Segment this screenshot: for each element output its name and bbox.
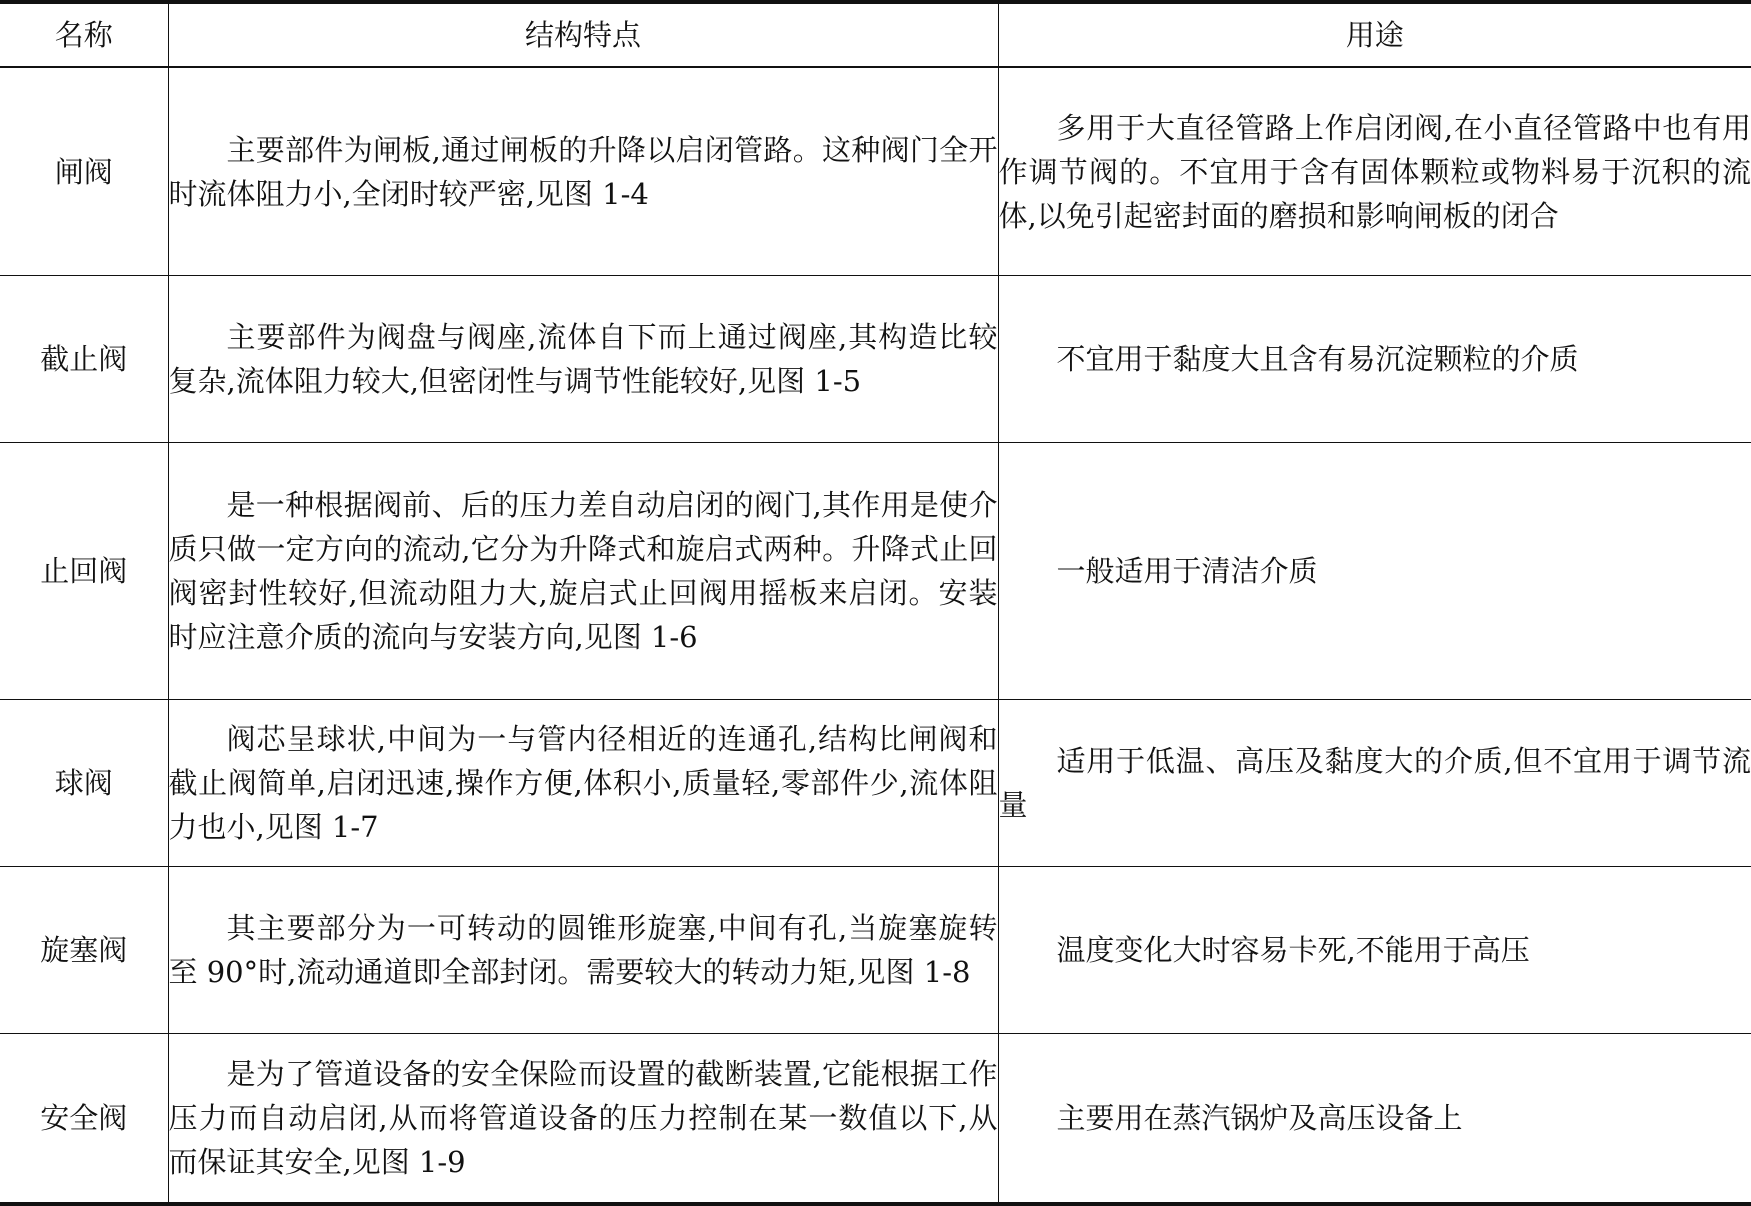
table-row xyxy=(0,276,1751,443)
valve-name: 球阀 xyxy=(0,700,168,867)
valve-usage xyxy=(998,867,1751,1034)
valve-usage-text: 适用于低温、高压及黏度大的介质,但不宜用于调节流量 xyxy=(999,739,1751,827)
table-row xyxy=(0,1034,1751,1205)
valve-structure xyxy=(168,67,998,276)
valve-name: 旋塞阀 xyxy=(0,867,168,1034)
valve-usage xyxy=(998,67,1751,276)
valve-name: 闸阀 xyxy=(0,67,168,276)
valve-structure-text: 是为了管道设备的安全保险而设置的截断装置,它能根据工作压力而自动启闭,从而将管道设备的压力控制在某一数值以下,从而保证其安全,见图 1-9 xyxy=(169,1052,998,1184)
header-name: 名称 xyxy=(0,2,168,67)
valve-usage-text: 多用于大直径管路上作启闭阀,在小直径管路中也有用作调节阀的。不宜用于含有固体颗粒或物料易于沉积的流体,以免引起密封面的磨损和影响闸板的闭合 xyxy=(999,106,1751,238)
table-row xyxy=(0,700,1751,867)
table-row xyxy=(0,867,1751,1034)
valve-usage xyxy=(998,1034,1751,1205)
valve-usage-text: 不宜用于黏度大且含有易沉淀颗粒的介质 xyxy=(999,337,1751,381)
valve-name: 安全阀 xyxy=(0,1034,168,1205)
header-structure: 结构特点 xyxy=(168,2,998,67)
valve-name: 截止阀 xyxy=(0,276,168,443)
valve-name: 止回阀 xyxy=(0,443,168,700)
valve-usage xyxy=(998,443,1751,700)
valve-structure xyxy=(168,700,998,867)
table-row xyxy=(0,443,1751,700)
valve-usage xyxy=(998,700,1751,867)
valve-structure xyxy=(168,867,998,1034)
valve-structure-text: 其主要部分为一可转动的圆锥形旋塞,中间有孔,当旋塞旋转至 90°时,流动通道即全部封闭。需要较大的转动力矩,见图 1-8 xyxy=(169,906,998,994)
table-row xyxy=(0,67,1751,276)
valve-structure-text: 是一种根据阀前、后的压力差自动启闭的阀门,其作用是使介质只做一定方向的流动,它分为升降式和旋启式两种。升降式止回阀密封性较好,但流动阻力大,旋启式止回阀用摇板来启闭。安装时应注意介质的流向与安装方向,见图 1-6 xyxy=(169,483,998,659)
valve-usage-text: 一般适用于清洁介质 xyxy=(999,549,1751,593)
valve-usage xyxy=(998,276,1751,443)
valve-structure-text: 主要部件为闸板,通过闸板的升降以启闭管路。这种阀门全开时流体阻力小,全闭时较严密,见图 1-4 xyxy=(169,128,998,216)
valve-structure xyxy=(168,276,998,443)
valve-structure xyxy=(168,443,998,700)
table-header-row xyxy=(0,2,1751,67)
valve-usage-text: 温度变化大时容易卡死,不能用于高压 xyxy=(999,928,1751,972)
valve-usage-text: 主要用在蒸汽锅炉及高压设备上 xyxy=(999,1096,1751,1140)
valve-structure-text: 阀芯呈球状,中间为一与管内径相近的连通孔,结构比闸阀和截止阀简单,启闭迅速,操作方便,体积小,质量轻,零部件少,流体阻力也小,见图 1-7 xyxy=(169,717,998,849)
valve-structure xyxy=(168,1034,998,1205)
header-usage: 用途 xyxy=(998,2,1751,67)
valve-structure-text: 主要部件为阀盘与阀座,流体自下而上通过阀座,其构造比较复杂,流体阻力较大,但密闭性与调节性能较好,见图 1-5 xyxy=(169,315,998,403)
